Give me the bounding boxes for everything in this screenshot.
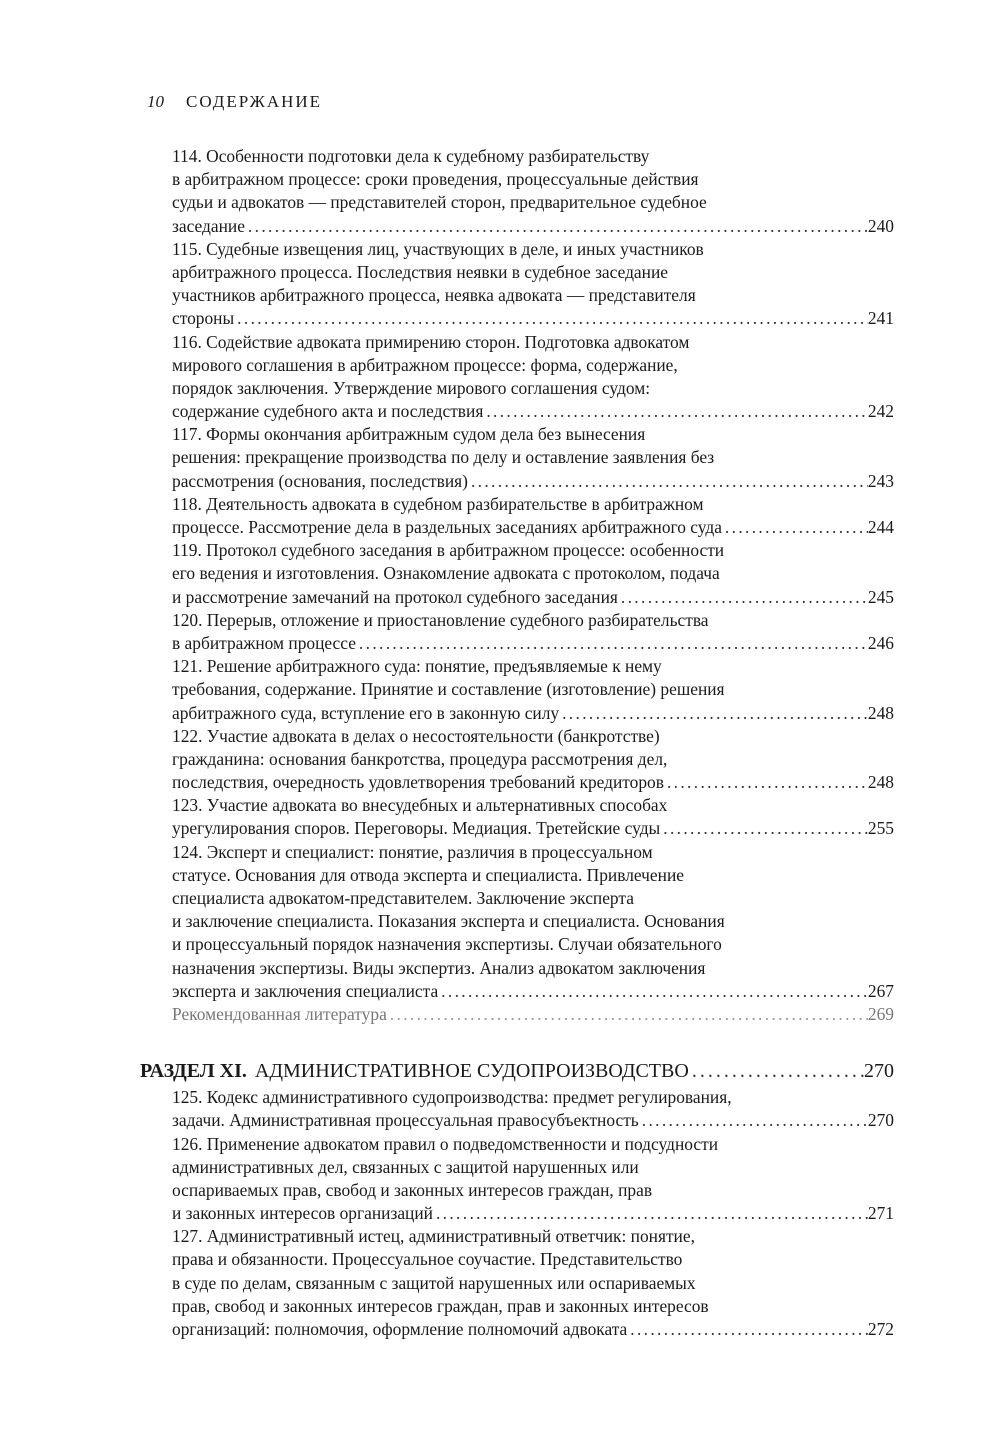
toc-entry — [172, 423, 894, 493]
toc-entry-text: организаций: полномочия, оформление полномочий адвоката — [172, 1319, 628, 1339]
toc-entry-last-line — [172, 516, 894, 539]
toc-entry-text: задачи. Административная процессуальная правосубъектность — [172, 1110, 639, 1131]
toc-entry — [172, 725, 894, 795]
toc-entry-line: в суде по делам, связанным с защитой нарушенных или оспариваемых — [172, 1272, 696, 1293]
dot-leader — [438, 980, 868, 1003]
section-heading-line — [140, 1056, 894, 1086]
toc-entry — [172, 609, 894, 655]
toc-entry-line: 118. Деятельность адвоката в судебном разбирательстве в арбитражном — [172, 493, 704, 514]
toc-entry-last-line — [172, 215, 894, 238]
header-title: СОДЕРЖАНИЕ — [186, 92, 323, 111]
toc-page-number: 242 — [867, 401, 894, 422]
toc-entry-line: гражданина: основания банкротства, процедура рассмотрения дел, — [172, 748, 668, 769]
dot-leader — [618, 586, 868, 609]
toc-entry-line: 119. Протокол судебного заседания в арбитражном процессе: особенности — [172, 540, 725, 561]
toc-entry-text: Рекомендованная литература — [172, 1003, 387, 1024]
toc-page-number: 270 — [867, 1110, 894, 1131]
toc-entry-line: административных дел, связанных с защитой нарушенных или — [172, 1156, 639, 1177]
dot-leader — [387, 1003, 868, 1026]
toc-entry-line: арбитражного процесса. Последствия неявки в судебное заседание — [172, 261, 668, 282]
dot-leader — [234, 307, 868, 330]
toc-entry-line: статусе. Основания для отвода эксперта и специалиста. Привлечение — [172, 864, 684, 885]
dot-leader — [664, 771, 868, 794]
toc-entry-line: оспариваемых прав, свобод и законных интересов граждан, прав — [172, 1179, 653, 1200]
toc-entry-line: судьи и адвокатов — представителей сторон, предварительное судебное — [172, 192, 707, 213]
running-header — [147, 92, 322, 112]
toc-entry-line: в арбитражном процессе: сроки проведения, процессуальные действия — [172, 169, 699, 190]
toc-entry-text: арбитражного суда, вступление его в законную силу — [172, 702, 560, 723]
toc-entry-line: права и обязанности. Процессуальное соучастие. Представительство — [172, 1249, 683, 1270]
toc-entry-last-line — [172, 307, 894, 330]
toc-entry-line: порядок заключения. Утверждение мирового соглашения судом: — [172, 377, 651, 398]
dot-leader — [356, 632, 868, 655]
toc-entry — [172, 1133, 894, 1226]
toc-entry-text: процессе. Рассмотрение дела в раздельных заседаниях арбитражного суда — [172, 517, 722, 537]
toc-entry — [172, 1003, 894, 1026]
toc-entry-line: прав, свобод и законных интересов граждан, прав и законных интересов — [172, 1295, 709, 1316]
toc-entry-last-line — [172, 586, 894, 609]
toc-entry-line: 114. Особенности подготовки дела к судебному разбирательству — [172, 146, 650, 166]
toc-entry-line: 125. Кодекс административного судопроизводства: предмет регулирования, — [172, 1087, 732, 1108]
toc-entry-line: 117. Формы окончания арбитражным судом дела без вынесения — [172, 424, 646, 445]
toc-page-number: 269 — [867, 1003, 894, 1024]
toc-entry-last-line — [172, 470, 894, 493]
toc-entry-last-line — [172, 632, 894, 655]
dot-leader — [468, 470, 868, 493]
toc-entry-text: и законных интересов организаций — [172, 1203, 433, 1224]
dot-leader — [660, 817, 868, 840]
toc-entry-line: 116. Содействие адвоката примирению сторон. Подготовка адвокатом — [172, 331, 690, 352]
toc-page-number: 243 — [867, 470, 894, 491]
toc-entry-text: рассмотрения (основания, последствия) — [172, 470, 468, 491]
toc-entry-text: стороны — [172, 308, 235, 329]
toc-page-number: 248 — [867, 772, 894, 793]
dot-leader — [689, 1056, 864, 1086]
toc-entry-line: 126. Применение адвокатом правил о подведомственности и подсудности — [172, 1133, 719, 1154]
section-heading-text — [140, 1056, 689, 1086]
toc-entry-text: урегулирования споров. Переговоры. Медиация. Третейские суды — [172, 818, 661, 839]
dot-leader — [245, 215, 868, 238]
dot-leader — [722, 516, 868, 539]
toc-entry-last-line — [172, 702, 894, 725]
toc-entry-line: решения: прекращение производства по делу и оставление заявления без — [172, 447, 715, 468]
dot-leader — [483, 400, 868, 423]
toc-entry — [172, 1086, 894, 1132]
toc-entry — [172, 539, 894, 609]
page-number: 10 — [147, 92, 164, 111]
toc-entry-last-line — [172, 1109, 894, 1132]
toc-entry — [172, 794, 894, 840]
toc-entry-last-line — [172, 1202, 894, 1225]
toc-entry-line: и заключение специалиста. Показания эксперта и специалиста. Основания — [172, 911, 725, 932]
toc-entry-text: и рассмотрение замечаний на протокол судебного заседания — [172, 586, 618, 607]
toc-entry — [172, 493, 894, 539]
section-heading — [140, 1056, 894, 1086]
toc-entry-last-line — [172, 817, 894, 840]
toc-entry-line: требования, содержание. Принятие и составление (изготовление) решения — [172, 679, 725, 700]
toc-entry-line: специалиста адвокатом-представителем. Заключение эксперта — [172, 888, 634, 908]
toc-page-number: 255 — [867, 818, 894, 839]
toc-entry-line: его ведения и изготовления. Ознакомление адвоката с протоколом, подача — [172, 563, 720, 584]
toc-entry-line: 120. Перерыв, отложение и приостановление судебного разбирательства — [172, 609, 709, 630]
dot-leader — [639, 1109, 868, 1132]
toc-entry-last-line — [172, 771, 894, 794]
toc-entry-text: содержание судебного акта и последствия — [172, 401, 484, 422]
toc-entry-text: последствия, очередность удовлетворения требований кредиторов — [172, 772, 664, 793]
table-of-contents — [0, 145, 986, 1341]
toc-entry — [172, 655, 894, 725]
toc-page-number: 270 — [864, 1060, 894, 1083]
toc-entry-text: эксперта и заключения специалиста — [172, 980, 439, 1001]
toc-entry-line: 122. Участие адвоката в делах о несостоятельности (банкротстве) — [172, 725, 660, 746]
toc-entry-text: заседание — [172, 215, 245, 236]
toc-entry-line: и процессуальный порядок назначения экспертизы. Случаи обязательного — [172, 934, 722, 955]
toc-entry-line: 121. Решение арбитражного суда: понятие, предъявляемые к нему — [172, 656, 662, 677]
toc-page-number: 244 — [867, 517, 894, 537]
toc-entry-text: в арбитражном процессе — [172, 632, 356, 653]
toc-entry — [172, 145, 894, 238]
toc-entry-line: мирового соглашения в арбитражном процессе: форма, содержание, — [172, 354, 678, 375]
toc-entry-line: 123. Участие адвоката во внесудебных и альтернативных способах — [172, 795, 668, 816]
toc-entry-line: 124. Эксперт и специалист: понятие, различия в процессуальном — [172, 841, 653, 862]
toc-entry-last-line — [172, 980, 894, 1003]
toc-page-number: 245 — [867, 586, 894, 607]
toc-entry-last-line — [172, 1003, 894, 1026]
toc-entry — [172, 331, 894, 424]
dot-leader — [627, 1318, 868, 1341]
toc-entry-line: назначения экспертизы. Виды экспертиз. Анализ адвокатом заключения — [172, 957, 706, 978]
toc-page-number: 241 — [867, 308, 894, 329]
dot-leader — [559, 702, 868, 725]
dot-leader — [433, 1202, 868, 1225]
toc-page-number: 267 — [867, 980, 894, 1001]
toc-entry-line: 127. Административный истец, административный ответчик: понятие, — [172, 1226, 695, 1247]
toc-entry — [172, 238, 894, 331]
toc-page-number: 248 — [867, 702, 894, 723]
section-title: АДМИНИСТРАТИВНОЕ СУДОПРОИЗВОДСТВО — [254, 1060, 689, 1083]
toc-page-number: 246 — [867, 632, 894, 653]
toc-entry-line: 115. Судебные извещения лиц, участвующих в деле, и иных участников — [172, 238, 704, 259]
toc-entry — [172, 841, 894, 1003]
toc-page-number: 240 — [867, 215, 894, 236]
toc-entry-last-line — [172, 1318, 894, 1341]
toc-entry-line: участников арбитражного процесса, неявка адвоката — представителя — [172, 285, 696, 306]
toc-entry — [172, 1225, 894, 1341]
section-label: РАЗДЕЛ XI. — [140, 1060, 247, 1083]
toc-page-number: 272 — [867, 1319, 894, 1339]
toc-entry-last-line — [172, 400, 894, 423]
toc-page-number: 271 — [867, 1203, 894, 1224]
